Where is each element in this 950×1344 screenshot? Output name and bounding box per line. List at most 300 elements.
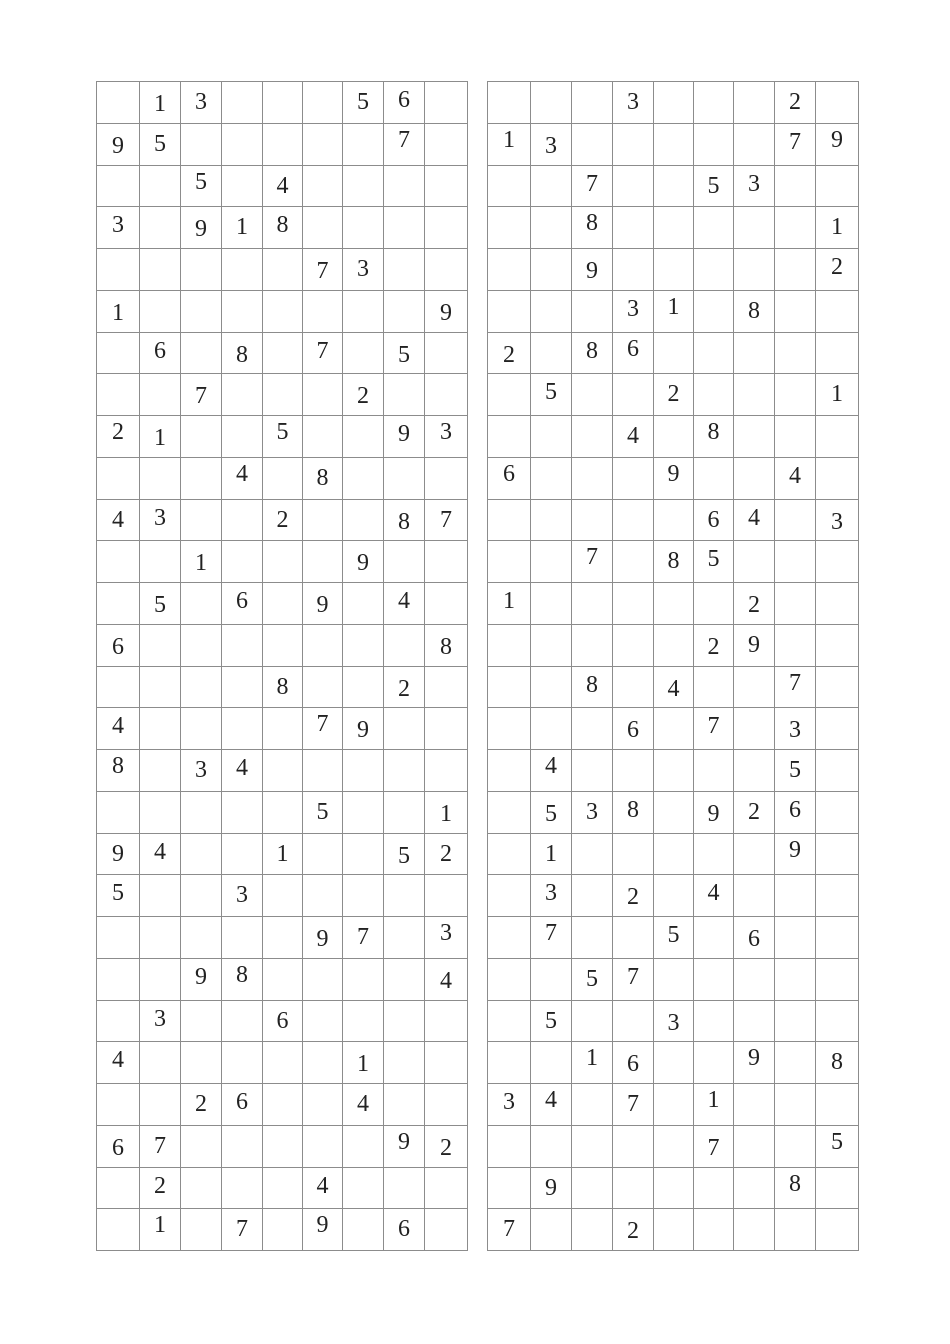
grid-cell (425, 1084, 468, 1126)
cell-digit: 4 (707, 880, 720, 907)
grid-cell (222, 1167, 263, 1209)
grid-cell (488, 750, 531, 792)
grid-cell (384, 1167, 425, 1209)
grid-cell (425, 499, 468, 541)
grid-cell (572, 457, 613, 499)
cell-digit: 3 (112, 212, 124, 239)
grid-row (488, 207, 859, 249)
grid-cell (97, 1125, 140, 1167)
cell-digit: 5 (667, 922, 680, 948)
grid-cell (425, 1042, 468, 1084)
cell-digit: 2 (440, 840, 452, 867)
grid-cell (775, 583, 816, 625)
grid-cell (654, 624, 694, 666)
grid-cell (140, 416, 181, 458)
grid-cell (694, 708, 734, 750)
cell-digit: 6 (627, 1051, 639, 1078)
grid-cell (343, 958, 384, 1000)
grid-cell (303, 917, 343, 959)
grid-cell (775, 207, 816, 249)
cell-digit: 2 (667, 381, 680, 408)
grid-cell (303, 207, 343, 249)
cell-digit: 6 (503, 460, 515, 487)
grid-row (97, 499, 468, 541)
grid-cell (263, 1000, 303, 1042)
grid-cell (97, 249, 140, 291)
grid-cell (303, 791, 343, 833)
grid-row (488, 1125, 859, 1167)
grid-cell (140, 82, 181, 124)
grid-cell (613, 583, 654, 625)
grid-cell (384, 750, 425, 792)
grid-cell (384, 416, 425, 458)
cell-digit: 7 (586, 170, 598, 197)
grid-cell (303, 332, 343, 374)
grid-cell (775, 82, 816, 124)
grid-cell (816, 1000, 859, 1042)
grid-cell (694, 249, 734, 291)
grid-cell (425, 833, 468, 875)
grid-cell (343, 1125, 384, 1167)
grid-cell (734, 583, 775, 625)
cell-digit: 2 (440, 1134, 452, 1161)
grid-cell (694, 374, 734, 416)
grid-row (97, 958, 468, 1000)
cell-digit: 9 (112, 132, 124, 159)
cell-digit: 7 (316, 337, 329, 364)
grid-cell (816, 708, 859, 750)
grid-row (488, 1209, 859, 1251)
grid-cell (694, 123, 734, 165)
grid-cell (816, 541, 859, 583)
grid-cell (734, 708, 775, 750)
grid-cell (303, 624, 343, 666)
grid-cell (572, 165, 613, 207)
grid-cell (97, 624, 140, 666)
grid-row (488, 958, 859, 1000)
grid-cell (694, 82, 734, 124)
grid-row (97, 416, 468, 458)
grid-cell (97, 499, 140, 541)
grid-cell (140, 917, 181, 959)
grid-cell (775, 791, 816, 833)
cell-digit: 6 (236, 1089, 248, 1115)
cell-digit: 9 (316, 592, 329, 618)
grid-cell (384, 1125, 425, 1167)
grid-cell (734, 249, 775, 291)
grid-cell (222, 374, 263, 416)
grid-cell (775, 249, 816, 291)
cell-digit: 1 (545, 840, 557, 867)
grid-cell (303, 875, 343, 917)
grid-cell (222, 499, 263, 541)
cell-digit: 3 (627, 89, 639, 115)
grid-cell (531, 82, 572, 124)
grid-cell (816, 1167, 859, 1209)
grid-row (97, 82, 468, 124)
grid-cell (613, 332, 654, 374)
cell-digit: 9 (748, 1045, 760, 1072)
grid-row (488, 833, 859, 875)
grid-cell (222, 666, 263, 708)
grid-row (97, 290, 468, 332)
grid-cell (140, 666, 181, 708)
cell-digit: 3 (440, 419, 452, 445)
cell-digit: 7 (789, 669, 801, 696)
grid-cell (343, 875, 384, 917)
grid-cell (613, 624, 654, 666)
cell-digit: 6 (154, 337, 166, 364)
cell-digit: 9 (195, 963, 207, 990)
grid-cell (816, 958, 859, 1000)
grid-cell (531, 499, 572, 541)
grid-row (488, 249, 859, 291)
grid-row (488, 541, 859, 583)
grid-cell (425, 541, 468, 583)
grid-row (97, 708, 468, 750)
cell-digit: 8 (236, 961, 248, 988)
cell-digit: 9 (789, 836, 801, 863)
grid-cell (734, 457, 775, 499)
grid-cell (425, 583, 468, 625)
grid-cell (572, 207, 613, 249)
grid-cell (263, 123, 303, 165)
grid-cell (775, 666, 816, 708)
grid-cell (222, 1209, 263, 1251)
grid-cell (425, 958, 468, 1000)
grid-cell (613, 708, 654, 750)
cell-digit: 7 (586, 544, 598, 571)
cell-digit: 2 (154, 1172, 166, 1199)
cell-digit: 3 (586, 798, 598, 825)
grid-cell (384, 123, 425, 165)
grid-cell (384, 457, 425, 499)
grid-cell (816, 1209, 859, 1251)
grid-cell (263, 457, 303, 499)
grid-cell (816, 82, 859, 124)
cell-digit: 7 (545, 920, 557, 946)
cell-digit: 6 (398, 1216, 410, 1243)
grid-cell (531, 416, 572, 458)
grid-row (97, 457, 468, 499)
grid-cell (263, 165, 303, 207)
grid-cell (816, 791, 859, 833)
grid-cell (488, 1209, 531, 1251)
grid-cell (343, 666, 384, 708)
grid-cell (140, 332, 181, 374)
grid-cell (775, 750, 816, 792)
grid-cell (97, 1167, 140, 1209)
grid-cell (734, 82, 775, 124)
grid-cell (425, 165, 468, 207)
grid-cell (531, 541, 572, 583)
cell-digit: 3 (831, 508, 843, 535)
grid-cell (181, 290, 222, 332)
grid-row (97, 1209, 468, 1251)
cell-digit: 6 (112, 633, 124, 660)
grid-cell (694, 833, 734, 875)
cell-digit: 6 (112, 1134, 124, 1161)
grid-cell (531, 583, 572, 625)
cell-digit: 5 (195, 168, 207, 195)
grid-cell (613, 499, 654, 541)
grid-cell (775, 1125, 816, 1167)
grid-cell (425, 917, 468, 959)
grid-cell (181, 499, 222, 541)
grid-cell (384, 958, 425, 1000)
grid-cell (425, 666, 468, 708)
grid-cell (303, 499, 343, 541)
grid-row (97, 1167, 468, 1209)
grid-cell (654, 499, 694, 541)
grid-cell (775, 1084, 816, 1126)
grid-row (488, 165, 859, 207)
grid-cell (425, 624, 468, 666)
cell-digit: 3 (748, 170, 760, 197)
grid-cell (97, 1042, 140, 1084)
grid-cell (181, 207, 222, 249)
grid-cell (694, 583, 734, 625)
grid-cell (654, 457, 694, 499)
grid-cell (775, 123, 816, 165)
cell-digit: 2 (398, 675, 410, 702)
grid-cell (384, 332, 425, 374)
grid-cell (694, 1000, 734, 1042)
grid-cell (97, 583, 140, 625)
grid-cell (384, 624, 425, 666)
grid-cell (384, 1084, 425, 1126)
grid-cell (734, 1000, 775, 1042)
cell-digit: 8 (831, 1049, 843, 1076)
grid-cell (572, 1042, 613, 1084)
grid-cell (531, 1084, 572, 1126)
grid-cell (488, 833, 531, 875)
grid-cell (384, 1000, 425, 1042)
grid-cell (572, 1084, 613, 1126)
grid-cell (531, 708, 572, 750)
grid-cell (734, 332, 775, 374)
grid-cell (531, 750, 572, 792)
cell-digit: 1 (195, 550, 207, 577)
grid-cell (263, 1042, 303, 1084)
grid-cell (425, 457, 468, 499)
grid-cell (488, 624, 531, 666)
cell-digit: 2 (627, 1218, 639, 1245)
grid-cell (343, 1000, 384, 1042)
grid-cell (343, 583, 384, 625)
cell-digit: 4 (112, 506, 124, 533)
cell-digit: 4 (276, 172, 289, 199)
grid-cell (263, 374, 303, 416)
grid-row (488, 875, 859, 917)
grid-cell (425, 207, 468, 249)
grid-cell (303, 750, 343, 792)
grid-row (97, 666, 468, 708)
grid-cell (734, 875, 775, 917)
grid-cell (531, 457, 572, 499)
cell-digit: 5 (831, 1128, 843, 1155)
grid-cell (97, 917, 140, 959)
grid-cell (384, 165, 425, 207)
grid-cell (263, 499, 303, 541)
grid-cell (140, 1125, 181, 1167)
grid-cell (425, 1000, 468, 1042)
grid-cell (343, 1084, 384, 1126)
grid-row (488, 583, 859, 625)
grid-cell (263, 249, 303, 291)
grid-cell (694, 416, 734, 458)
cell-digit: 4 (545, 1087, 557, 1113)
grid-cell (384, 708, 425, 750)
cell-digit: 2 (357, 383, 369, 410)
grid-row (97, 123, 468, 165)
grid-cell (654, 165, 694, 207)
grid-cell (572, 791, 613, 833)
cell-digit: 4 (357, 1091, 369, 1117)
grid-cell (572, 249, 613, 291)
grid-cell (694, 165, 734, 207)
grid-cell (425, 875, 468, 917)
grid-row (97, 165, 468, 207)
grid-cell (222, 1125, 263, 1167)
grid-cell (222, 457, 263, 499)
grid-cell (97, 791, 140, 833)
grid-cell (775, 499, 816, 541)
grid-cell (222, 332, 263, 374)
grid-cell (488, 290, 531, 332)
cell-digit: 3 (789, 717, 801, 744)
cell-digit: 4 (627, 423, 639, 449)
grid-cell (222, 875, 263, 917)
grid-cell (97, 374, 140, 416)
grid-cell (140, 207, 181, 249)
grid-cell (694, 541, 734, 583)
cell-digit: 9 (112, 840, 124, 867)
cell-digit: 8 (748, 297, 760, 324)
grid-cell (775, 416, 816, 458)
grid-cell (425, 416, 468, 458)
grid-row (97, 1042, 468, 1084)
grid-cell (384, 290, 425, 332)
grid-cell (531, 624, 572, 666)
grid-row (97, 374, 468, 416)
grid-cell (140, 1167, 181, 1209)
grid-cell (343, 499, 384, 541)
cell-digit: 4 (154, 838, 166, 865)
grid-cell (303, 165, 343, 207)
grid-cell (97, 457, 140, 499)
cell-digit: 9 (440, 299, 452, 326)
cell-digit: 5 (316, 798, 329, 825)
grid-cell (97, 165, 140, 207)
cell-digit: 2 (503, 341, 515, 368)
grid-cell (654, 541, 694, 583)
grid-cell (343, 207, 384, 249)
grid-cell (181, 123, 222, 165)
grid-cell (572, 708, 613, 750)
grid-cell (384, 833, 425, 875)
grid-cell (531, 165, 572, 207)
grid-cell (263, 958, 303, 1000)
grid-row (488, 457, 859, 499)
grid-row (488, 624, 859, 666)
grid-cell (425, 791, 468, 833)
grid-cell (694, 1042, 734, 1084)
grid-cell (816, 457, 859, 499)
grid-cell (572, 374, 613, 416)
grid-cell (816, 1084, 859, 1126)
grid-cell (181, 1084, 222, 1126)
grid-cell (222, 791, 263, 833)
grid-cell (181, 833, 222, 875)
cell-digit: 9 (545, 1174, 557, 1201)
cell-digit: 7 (789, 128, 801, 155)
grid-cell (181, 1125, 222, 1167)
grid-cell (384, 82, 425, 124)
cell-digit: 7 (154, 1132, 166, 1159)
cell-digit: 1 (707, 1087, 720, 1113)
grid-cell (140, 1209, 181, 1251)
grid-cell (488, 1042, 531, 1084)
cell-digit: 9 (316, 926, 329, 952)
grid-cell (531, 875, 572, 917)
cell-digit: 3 (195, 757, 207, 783)
cell-digit: 4 (236, 755, 248, 781)
grid-cell (734, 165, 775, 207)
grid-row (488, 499, 859, 541)
cell-digit: 4 (398, 588, 410, 614)
cell-digit: 1 (503, 126, 515, 153)
grid-cell (734, 416, 775, 458)
grid-row (97, 750, 468, 792)
grid-cell (734, 1167, 775, 1209)
cell-digit: 1 (440, 800, 452, 827)
cell-digit: 8 (276, 673, 289, 700)
cell-digit: 2 (831, 254, 843, 280)
cell-digit: 1 (154, 1212, 166, 1239)
grid-cell (97, 833, 140, 875)
grid-cell (572, 583, 613, 625)
cell-digit: 4 (236, 460, 248, 487)
cell-digit: 3 (545, 132, 557, 159)
grid-cell (425, 750, 468, 792)
grid-cell (384, 791, 425, 833)
cell-digit: 2 (789, 89, 801, 115)
grid-cell (97, 416, 140, 458)
grid-cell (303, 1000, 343, 1042)
grid-cell (816, 499, 859, 541)
cell-digit: 8 (440, 633, 452, 660)
grid-cell (572, 290, 613, 332)
cell-digit: 4 (440, 967, 452, 994)
grid-cell (694, 499, 734, 541)
grid-cell (531, 958, 572, 1000)
cell-digit: 3 (545, 880, 557, 907)
cell-digit: 8 (627, 796, 639, 823)
grid-cell (181, 249, 222, 291)
cell-digit: 8 (789, 1170, 801, 1197)
grid-cell (734, 917, 775, 959)
grid-cell (343, 708, 384, 750)
cell-digit: 7 (236, 1216, 248, 1243)
grid-cell (263, 833, 303, 875)
grid-cell (816, 207, 859, 249)
grid-cell (303, 583, 343, 625)
grid-row (97, 207, 468, 249)
cell-digit: 1 (154, 425, 166, 451)
grid-row (488, 1000, 859, 1042)
grid-cell (303, 249, 343, 291)
